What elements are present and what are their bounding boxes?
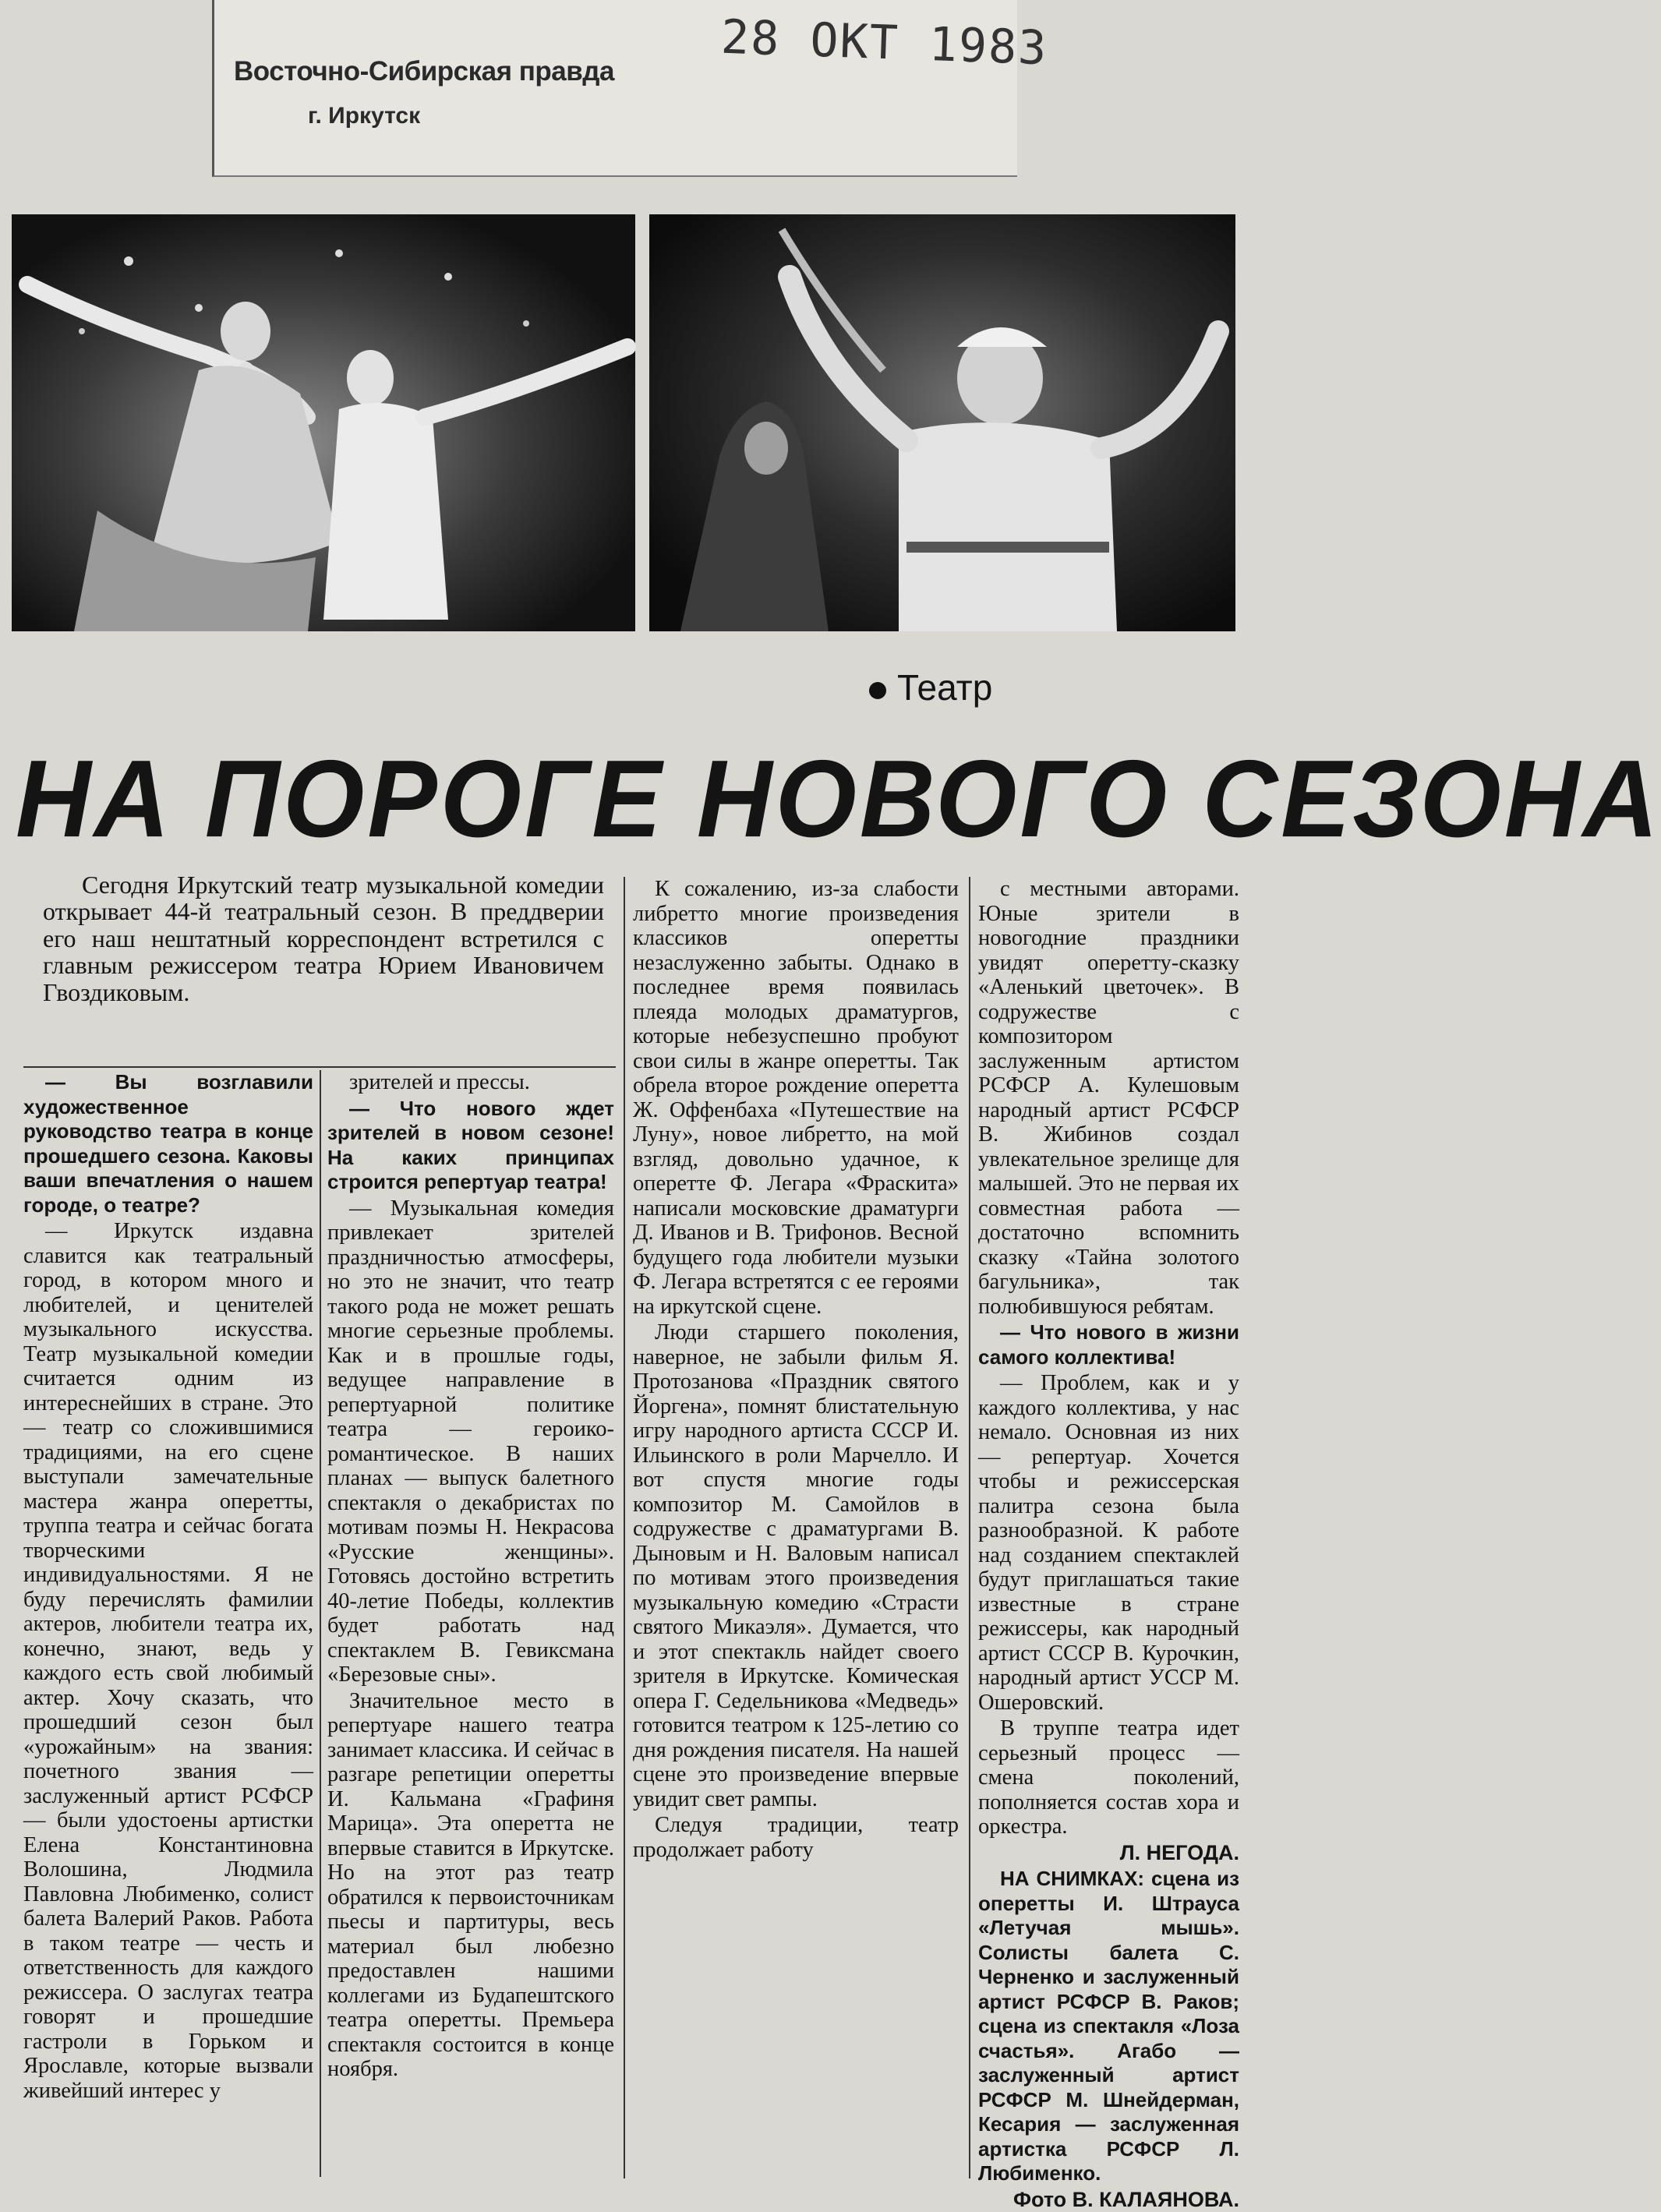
paragraph: — Проблем, как и у каждого коллектива, у нас немало. Основная из них — репертуар. Хочется чтобы и режиссерская палитра сезона была разнообразной. К работе над созданием спектаклей будут приглашаться такие известные в стране режиссеры, как народный артист СССР В. Курочкин, народный артист УССР М. Ошеровский. bbox=[978, 1371, 1239, 1715]
lead-paragraph: Сегодня Иркутский театр музыкальной комедии открывает 44-й театральный сезон. В преддверии его наш нештатный корреспондент встретился с главным режиссером театра Юрием Ивановичем Гвоздиковым. bbox=[43, 871, 604, 1005]
photo-caption: НА СНИМКАХ: сцена из оперетты И. Штрауса «Летучая мышь». Солисты балета С. Черненко и заслуженный артист РСФСР В. Раков; сцена из спектакля «Лоза счастья». Агабо — заслуженный артист РСФСР М. Шнейдерман, Кесария — заслуженная артистка РСФСР Л. Любименко. bbox=[978, 1867, 1239, 2186]
paragraph: зрителей и прессы. bbox=[327, 1070, 614, 1095]
paragraph: — Музыкальная комедия привлекает зрителей праздничностью атмосферы, но это не значит, что театр такого рода не может решать многие серьезные проблемы. Как и в прошлые годы, ведущее направление в репертуарной политике театра — героико-романтическое. В наших планах — выпуск балетного спектакля о декабристах по мотивам поэмы Н. Некрасова «Русские женщины». Готовясь достойно встретить 40-летие Победы, коллектив будет работать над спектаклем В. Гевиксмана «Березовые сны». bbox=[327, 1196, 614, 1687]
lead-divider bbox=[23, 1066, 616, 1068]
newspaper-stamp bbox=[234, 56, 624, 142]
rubric-label bbox=[869, 666, 992, 708]
photo-ballet-scene bbox=[12, 214, 635, 631]
paragraph: — Иркутск издавна славится как театральный город, в котором много и любителей, и ценителей музыкального искусства. Театр музыкальной комедии считается одним из интереснейших в стране. Это — театр со сложившимися традициями, на его сцене выступали замечательные мастера жанра оперетты, труппа театра и сейчас богата творческими индивидуальностями. Я не буду перечислять фамилии актеров, любители театра их, конечно, знают, ведь у каждого есть свой любимый актер. Хочу сказать, что прошедший сезон был «урожайным» на звания: почетного звания — заслуженный артист РСФСР — были удостоены артистки Елена Константиновна Волошина, Людмила Павловна Любименко, солист балета Валерий Раков. Работа в таком театре — честь и ответственность для каждого режиссера. О заслугах театра говорят и прошедшие гастроли в Горьком и Ярославле, которые вызвали живейший интерес у bbox=[23, 1219, 313, 2103]
stamp-newspaper-name: Восточно-Сибирская правда bbox=[234, 56, 614, 87]
paragraph: Люди старшего поколения, наверное, не забыли фильм Я. Протозанова «Праздник святого Йоргена», помнят блистательную игру народного артиста СССР И. Ильинского в роли Марчелло. И вот спустя многие годы композитор М. Самойлов в содружестве с драматургами В. Дыновым и Н. Валовым написал по мотивам этого произведения музыкальную комедию «Страсти святого Микаэля». Думается, что и этот спектакль найдет своего зрителя в Иркутске. Комическая опера Г. Седельникова «Медведь» готовится театром к 125-летию со дня рождения писателя. На нашей сцене это произведение впервые увидит свет рампы. bbox=[633, 1320, 959, 1811]
paragraph: с местными авторами. Юные зрители в новогодние праздники увидят оперетту-сказку «Аленький цветочек». В содружестве с композитором заслуженным артистом РСФСР А. Кулешовым народный артист РСФСР В. Жибинов создал увлекательное зрелище для малышей. Это не первая их совместная работа — достаточно вспомнить сказку «Тайна золотого багульника», так полюбившуюся ребятам. bbox=[978, 877, 1239, 1319]
signature: Фото В. КАЛАЯНОВА. bbox=[978, 2188, 1239, 2212]
date-stamp: 28 ОКТ 1983 bbox=[720, 10, 1049, 76]
article-column-2 bbox=[327, 1070, 614, 2181]
article-column-1 bbox=[23, 1070, 313, 2181]
headline: НА ПОРОГЕ НОВОГО СЕЗОНА bbox=[16, 737, 1263, 862]
paragraph: К сожалению, из-за слабости либретто многие произведения классиков оперетты незаслуженно забыты. Однако в последнее время появилась плеяда молодых драматургов, которые небезуспешно пробуют свои силы в жанре оперетты. Так обрела второе рождение оперетта Ж. Оффенбаха «Путешествие на Луну», новое либретто, на мой взгляд, довольно удачное, к оперетте Ф. Легара «Фраскита» написали московские драматурги Д. Иванов и В. Трифонов. Весной будущего года любители музыки Ф. Легара встретятся с ее героями на иркутской сцене. bbox=[633, 877, 959, 1319]
photo-opera-scene bbox=[649, 214, 1235, 631]
rubric-text: Театр bbox=[897, 667, 992, 708]
column-divider bbox=[624, 877, 625, 2178]
interview-question: — Что нового в жизни самого коллектива! bbox=[978, 1320, 1239, 1369]
column-divider bbox=[320, 1070, 321, 2177]
article-column-4 bbox=[978, 877, 1239, 2178]
paragraph: Значительное место в репертуаре нашего театра занимает классика. И сейчас в разгаре репетиции оперетты И. Кальмана «Графиня Марица». Эта оперетта не впервые ставится в Иркутске. Но на этот раз театр обратился к первоисточникам пьесы и партитуры, весь материал был любезно предоставлен нашими коллегами из Будапештского театра оперетты. Премьера спектакля состоится в конце ноября. bbox=[327, 1689, 614, 2082]
signature: Л. НЕГОДА. bbox=[978, 1841, 1239, 1866]
interview-question: — Вы возглавили художественное руководство театра в конце прошедшего сезона. Каковы ваши впечатления о нашем городе, о театре? bbox=[23, 1070, 313, 1217]
article-column-3 bbox=[633, 877, 959, 2178]
bullet-icon bbox=[869, 682, 886, 699]
paragraph: В труппе театра идет серьезный процесс — смена поколений, пополняется состав хора и оркестра. bbox=[978, 1716, 1239, 1839]
column-divider bbox=[969, 877, 970, 2178]
stamp-city: г. Иркутск bbox=[308, 103, 420, 129]
paragraph: Следуя традиции, театр продолжает работу bbox=[633, 1813, 959, 1862]
interview-question: — Что нового ждет зрителей в новом сезоне! На каких принципах строится репертуар театра! bbox=[327, 1097, 614, 1195]
